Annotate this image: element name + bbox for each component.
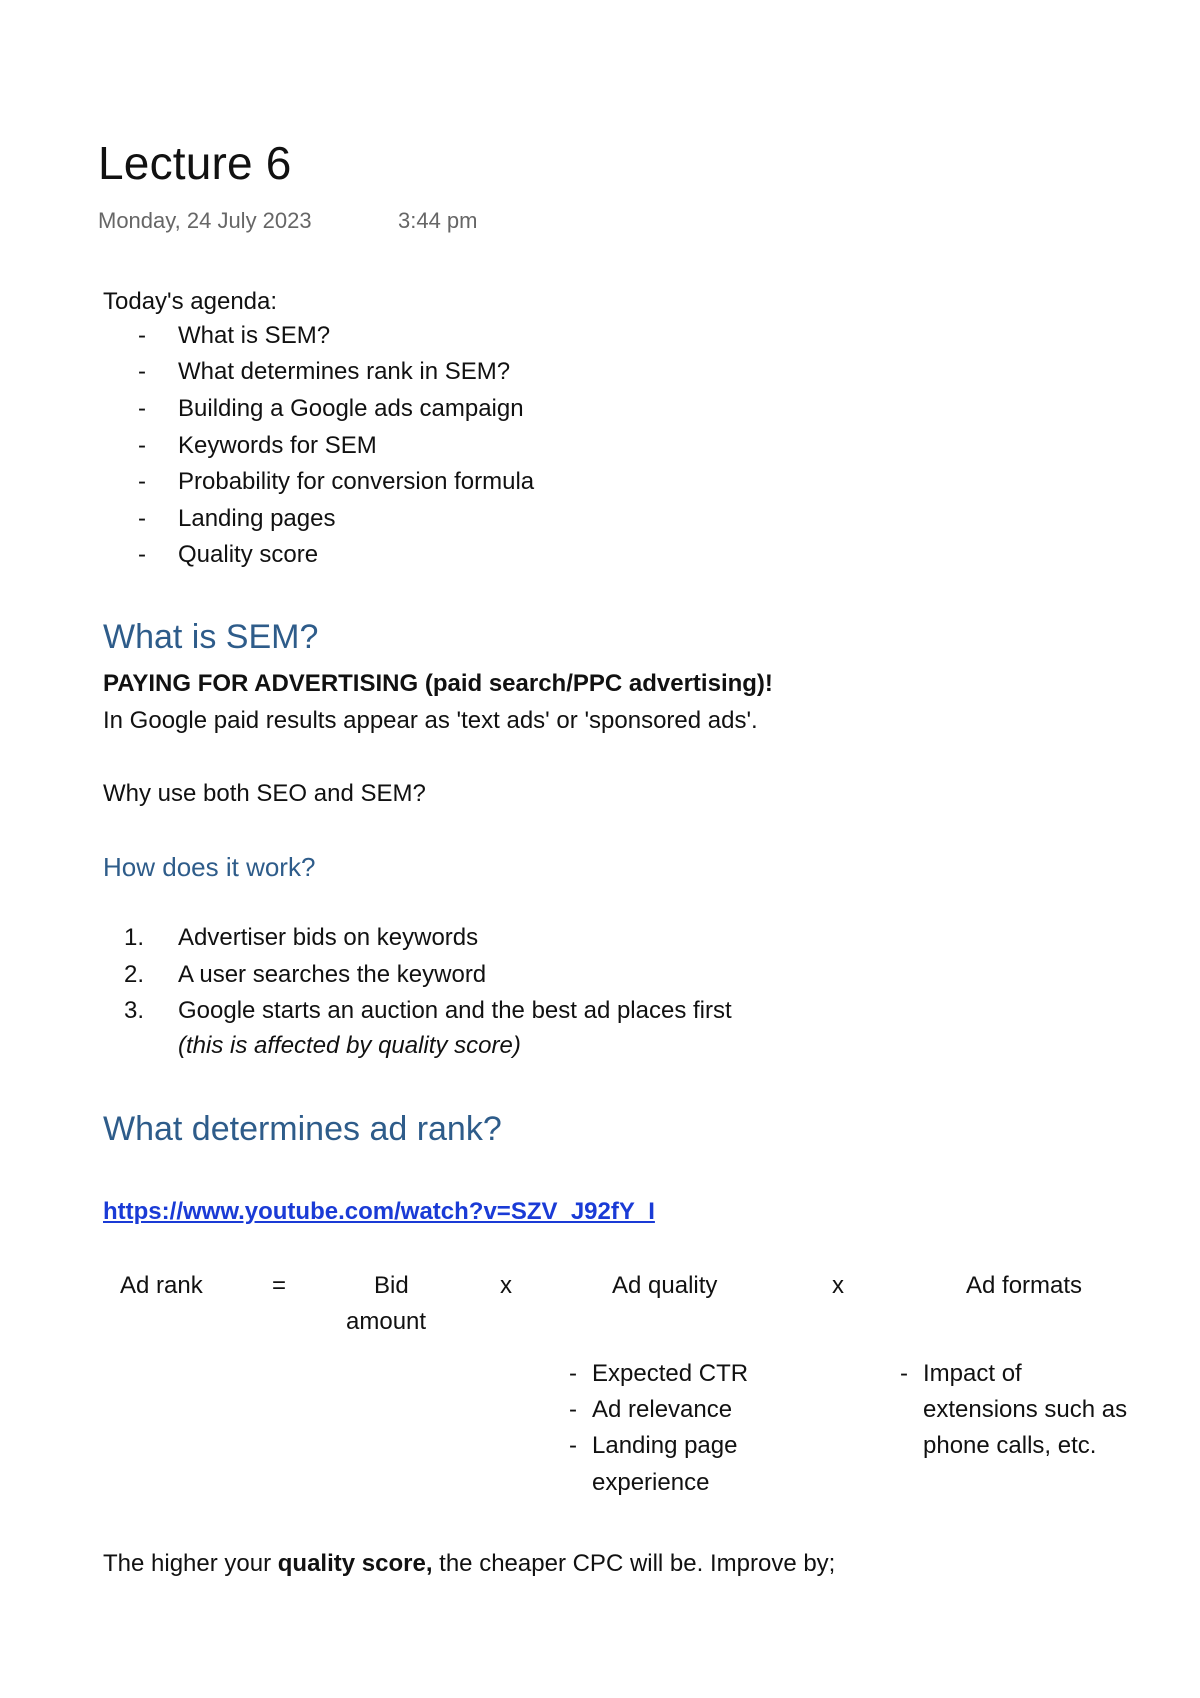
bullet-dash: - [138, 468, 146, 495]
formula-bid-line1: Bid [374, 1272, 409, 1299]
bullet-dash: - [569, 1360, 577, 1387]
agenda-item: Probability for conversion formula [178, 468, 535, 495]
note-meta [98, 208, 478, 234]
closing-prefix: The higher your [103, 1550, 278, 1577]
closing-bold: quality score, [277, 1550, 433, 1577]
bullet-dash: - [569, 1432, 577, 1459]
step-text: A user searches the keyword [178, 961, 487, 988]
note-date: Monday, 24 July 2023 [98, 208, 312, 233]
bullet-dash: - [138, 505, 146, 532]
formula-ad-rank: Ad rank [120, 1272, 203, 1299]
note-time: 3:44 pm [398, 208, 478, 233]
formula-bid-line2: amount [346, 1308, 427, 1335]
agenda-item: Building a Google ads campaign [178, 395, 524, 422]
heading-ad-rank: What determines ad rank? [103, 1110, 502, 1148]
list-item: extensions such as [923, 1396, 1128, 1423]
step-text: Google starts an auction and the best ad places first [178, 997, 732, 1024]
list-item: Landing page [592, 1432, 738, 1459]
bullet-dash: - [138, 358, 146, 385]
heading-what-is-sem: What is SEM? [103, 618, 319, 656]
step-number: 3. [124, 997, 145, 1024]
bullet-dash: - [138, 541, 146, 568]
formula-times-2: x [832, 1272, 844, 1299]
closing-suffix: the cheaper CPC will be. Improve by; [432, 1550, 836, 1577]
step-number: 1. [124, 924, 145, 951]
bullet-dash: - [900, 1360, 908, 1387]
formula-ad-quality: Ad quality [612, 1272, 718, 1299]
list-item: Ad relevance [592, 1396, 733, 1423]
page-title: Lecture 6 [98, 137, 292, 189]
sem-description: In Google paid results appear as 'text ads' or 'sponsored ads'. [103, 707, 758, 734]
step3-note: (this is affected by quality score) [178, 1032, 521, 1059]
sem-question: Why use both SEO and SEM? [103, 780, 426, 807]
list-item: Impact of [923, 1360, 1022, 1387]
formula-times-1: x [500, 1272, 512, 1299]
list-item: phone calls, etc. [923, 1432, 1097, 1459]
step-text: Advertiser bids on keywords [178, 924, 479, 951]
agenda-item: Landing pages [178, 505, 336, 532]
agenda-item: What determines rank in SEM? [178, 358, 511, 385]
bullet-dash: - [138, 322, 146, 349]
bullet-dash: - [138, 432, 146, 459]
list-item: Expected CTR [592, 1360, 749, 1387]
sem-bold-line: PAYING FOR ADVERTISING (paid search/PPC advertising)! [103, 670, 773, 697]
step-number: 2. [124, 961, 145, 988]
list-item: experience [592, 1469, 710, 1496]
agenda-item: Quality score [178, 541, 319, 568]
agenda-item: Keywords for SEM [178, 432, 377, 459]
agenda-item: What is SEM? [178, 322, 331, 349]
formula-ad-formats: Ad formats [966, 1272, 1083, 1299]
bullet-dash: - [569, 1396, 577, 1423]
youtube-link[interactable]: https://www.youtube.com/watch?v=SZV_J92fY_I [103, 1198, 655, 1225]
bullet-dash: - [138, 395, 146, 422]
formula-equals: = [272, 1272, 287, 1299]
quality-score-line [103, 1546, 835, 1582]
agenda-label: Today's agenda: [103, 288, 278, 315]
heading-how-does-it-work: How does it work? [103, 852, 316, 882]
